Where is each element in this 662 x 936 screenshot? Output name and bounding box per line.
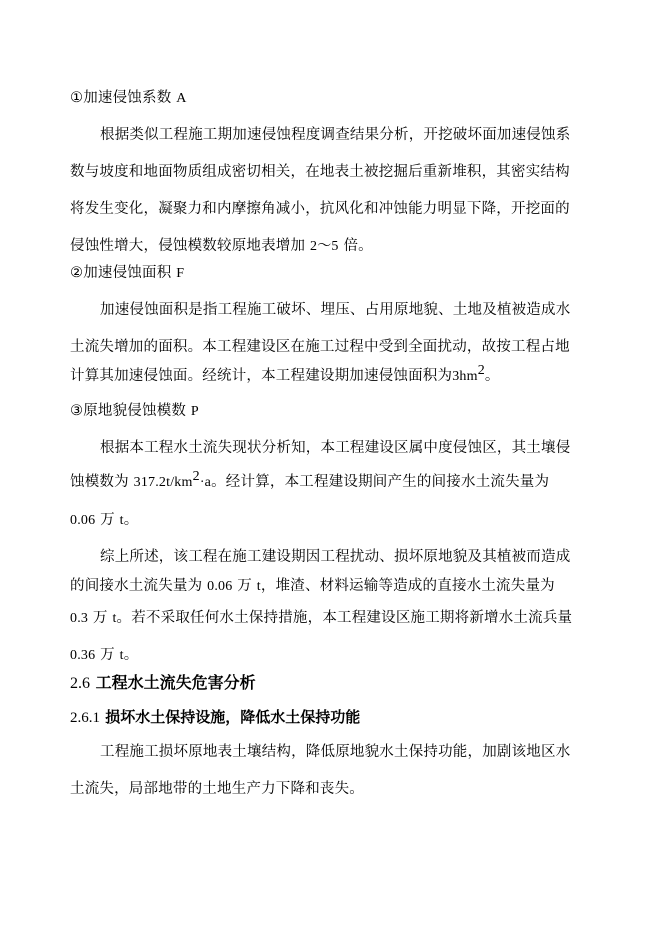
factor-p-line-2-text-a: 蚀模数为 xyxy=(70,474,129,490)
summary-line-2-text-e: ，堆渣、材料运输等造成的直接水土流失量为 xyxy=(260,578,555,594)
factor-a-symbol: A xyxy=(176,91,187,106)
summary-line-4-t: t xyxy=(119,648,124,663)
summary-line-3-value: 0.3 xyxy=(70,611,89,626)
section-2-6-1-paragraph-line-1: 工程施工损坏原地表土壤结构，降低原地貌水土保持功能，加剧该地区水 xyxy=(100,744,571,760)
factor-f-paragraph-line-2: 土流失增加的面积。本工程建设区在施工过程中受到全面扰动，故按工程占地 xyxy=(70,339,570,355)
factor-a-paragraph-line-4 xyxy=(70,236,373,257)
factor-p-line-2-unit-a: ·a xyxy=(199,475,212,490)
section-2-6-1-heading xyxy=(70,706,360,729)
summary-line-2 xyxy=(70,576,555,597)
summary-line-2-wan: 万 xyxy=(237,578,252,594)
factor-f-line-3-text-c: 。 xyxy=(484,368,500,384)
factor-p-paragraph-line-2 xyxy=(70,469,550,493)
summary-line-2-value: 0.06 xyxy=(207,579,233,594)
factor-a-title: ①加速侵蚀系数 xyxy=(70,90,172,106)
factor-a-paragraph-line-2: 数与坡度和地面物质组成密切相关，在地表土被挖掘后重新堆积，其密实结构 xyxy=(70,164,570,180)
summary-line-3 xyxy=(70,608,572,629)
factor-p-title: ③原地貌侵蚀模数 xyxy=(70,403,187,419)
factor-p-line-2-text-d: 。经计算，本工程建设期间产生的间接水土流失量为 xyxy=(211,474,550,490)
factor-a-heading xyxy=(70,88,187,109)
section-2-6-1-title: 损坏水土保持设施，降低水土保持功能 xyxy=(105,708,361,726)
summary-line-4-value: 0.36 xyxy=(70,648,96,663)
factor-p-line-2-sup: 2 xyxy=(192,469,200,485)
factor-p-line-3-value: 0.06 xyxy=(70,513,96,528)
summary-line-4-wan: 万 xyxy=(100,647,115,663)
factor-f-line-3-text-a: 计算其加速侵蚀面。经统计，本工程建设期加速侵蚀面积为 xyxy=(70,368,453,384)
factor-p-line-3-t: t xyxy=(119,513,124,528)
factor-a-paragraph-line-3: 将发生变化，凝聚力和内摩擦角减小，抗风化和冲蚀能力明显下降，开挖面的 xyxy=(70,201,570,217)
factor-p-line-3-wan: 万 xyxy=(100,512,115,528)
factor-f-paragraph-line-3 xyxy=(70,363,500,387)
factor-a-paragraph-line-1: 根据类似工程施工期加速侵蚀程度调查结果分析，开挖破坏面加速侵蚀系 xyxy=(100,127,571,143)
factor-p-heading xyxy=(70,401,199,422)
summary-line-3-wan: 万 xyxy=(92,610,108,626)
factor-p-paragraph-line-3 xyxy=(70,510,138,531)
summary-line-3-text-d: 。若不采取任何水土保持措施，本工程建设区施工期将新增水土流兵量 xyxy=(116,610,573,626)
factor-a-line-4-range: 2～5 xyxy=(310,239,339,254)
summary-line-3-t: t xyxy=(112,611,117,626)
summary-line-2-text-a: 的间接水土流失量为 xyxy=(70,578,203,594)
section-2-6-title: 工程水土流失危害分析 xyxy=(95,673,256,692)
factor-f-heading xyxy=(70,263,184,284)
factor-p-line-3-end: 。 xyxy=(123,512,139,528)
factor-f-title: ②加速侵蚀面积 xyxy=(70,265,172,281)
section-2-6-heading xyxy=(70,672,256,695)
summary-line-1: 综上所述，该工程在施工建设期因工程扰动、损坏原地貌及其植被而造成 xyxy=(100,549,571,565)
summary-line-4 xyxy=(70,645,138,666)
factor-f-line-3-sup: 2 xyxy=(477,363,485,379)
factor-a-line-4-text-a: 侵蚀性增大，侵蚀模数较原地表增加 xyxy=(70,238,306,254)
factor-f-line-3-area: 3hm xyxy=(452,369,478,384)
summary-line-2-t: t xyxy=(256,579,261,594)
factor-p-paragraph-line-1: 根据本工程水土流失现状分析知，本工程建设区属中度侵蚀区，其土壤侵 xyxy=(100,440,571,456)
factor-a-line-4-text-c: 倍。 xyxy=(343,238,373,254)
section-2-6-number: 2.6 xyxy=(70,675,90,692)
section-2-6-1-number: 2.6.1 xyxy=(70,710,100,726)
factor-p-line-2-value: 317.2t/km xyxy=(133,475,193,490)
factor-p-symbol: P xyxy=(190,404,199,419)
summary-line-4-end: 。 xyxy=(123,647,139,663)
factor-f-paragraph-line-1: 加速侵蚀面积是指工程施工破坏、埋压、占用原地貌、土地及植被造成水 xyxy=(100,302,571,318)
factor-f-symbol: F xyxy=(176,266,185,281)
section-2-6-1-paragraph-line-2: 土流失，局部地带的土地生产力下降和丧失。 xyxy=(70,781,364,797)
